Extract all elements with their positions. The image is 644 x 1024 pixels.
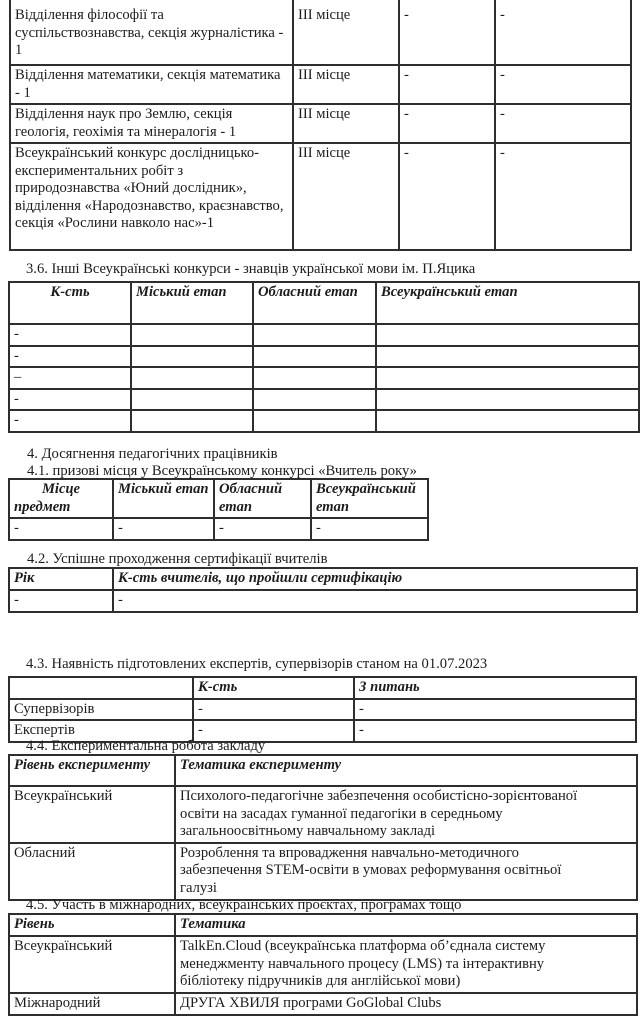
col-header: К-сть (9, 282, 131, 324)
topic-cell: Розроблення та впровадження навчально-методичного забезпечення STEM-освіти в умовах реформування освітньої галузі (175, 843, 637, 900)
level-cell: Міжнародний (9, 993, 175, 1015)
projects-table (8, 913, 638, 1016)
competition-cell: Відділення наук про Землю, секція геологія, геохімія та мінералогія - 1 (10, 104, 293, 143)
value-cell: - (311, 518, 428, 540)
competition-cell: Відділення філософії та суспільствознавства, секція журналістика - 1 (10, 0, 293, 65)
place-cell: ІІІ місце (293, 143, 399, 250)
col-header: Рівень експерименту (9, 755, 175, 786)
empty-cell (376, 346, 639, 368)
col-header: Обласний етап (253, 282, 376, 324)
count-cell: - (9, 346, 131, 368)
table-row (10, 143, 631, 250)
section-4-5-heading: 4.5. Участь в міжнародних, всеукраїнських проєктах, програмах тощо (26, 897, 462, 913)
empty-cell (131, 367, 253, 389)
student-results-table (9, 0, 632, 251)
section-3-6-heading: 3.6. Інші Всеукраїнські конкурси - знавців української мови ім. П.Яцика (26, 261, 476, 277)
row-label: Експертів (9, 720, 193, 742)
topic-cell: Психолого-педагогічне забезпечення особистісно-зорієнтованої освіти на засадах гуманної педагогіки в середньому загальноосвітньому навчальному закладі (175, 786, 637, 843)
value-cell: - (9, 518, 113, 540)
level-cell: Всеукраїнський (9, 936, 175, 993)
empty-cell (253, 346, 376, 368)
col-header (9, 479, 113, 518)
table-row (9, 699, 636, 721)
header-row (9, 479, 428, 518)
oblast-cell: - (399, 143, 495, 250)
table-row (9, 346, 639, 368)
national-cell: - (495, 143, 631, 250)
section-4-heading: 4. Досягнення педагогічних працівників (27, 446, 278, 462)
table-row (9, 590, 637, 612)
value-cell: - (214, 518, 311, 540)
header-row (9, 568, 637, 590)
col-header-line: Місце (41, 481, 81, 497)
col-header: К-сть (193, 677, 354, 699)
table-row (9, 324, 639, 346)
level-cell: Всеукраїнський (9, 786, 175, 843)
count-cell: - (9, 324, 131, 346)
empty-cell (376, 410, 639, 432)
table-row (9, 993, 637, 1015)
header-row (9, 282, 639, 324)
col-header: Всеукраїнський етап (376, 282, 639, 324)
empty-cell (253, 324, 376, 346)
value-cell: - (193, 720, 354, 742)
row-label: Супервізорів (9, 699, 193, 721)
col-header: Міський етап (113, 479, 214, 518)
teacher-of-year-table (8, 478, 429, 541)
header-row (9, 914, 637, 936)
count-cell: – (9, 367, 131, 389)
table-row (9, 786, 637, 843)
empty-cell (131, 346, 253, 368)
value-cell: - (113, 590, 637, 612)
table-row (9, 936, 637, 993)
topic-cell: TalkEn.Cloud (всеукраїнська платформа об’єднала систему менеджменту навчального процесу (LMS) та інтерактивну бібліотеку підручників для англійської мови) (175, 936, 637, 993)
col-header: Міський етап (131, 282, 253, 324)
empty-cell (9, 677, 193, 699)
place-cell: ІІІ місце (293, 104, 399, 143)
national-cell: - (495, 104, 631, 143)
value-cell: - (9, 590, 113, 612)
experiment-table (8, 754, 638, 901)
empty-cell (376, 389, 639, 411)
empty-cell (131, 324, 253, 346)
place-cell: ІІІ місце (293, 65, 399, 104)
empty-cell (376, 367, 639, 389)
col-header: Рік (9, 568, 113, 590)
oblast-cell: - (399, 0, 495, 65)
empty-cell (131, 389, 253, 411)
table-row (9, 843, 637, 900)
table-row (10, 104, 631, 143)
table-row (9, 367, 639, 389)
table-row (10, 0, 631, 65)
col-header: Тематика (175, 914, 637, 936)
col-header: Тематика експерименту (175, 755, 637, 786)
empty-cell (253, 389, 376, 411)
value-cell: - (354, 699, 636, 721)
oblast-cell: - (399, 65, 495, 104)
col-header: Рівень (9, 914, 175, 936)
col-header: Всеукраїнський етап (311, 479, 428, 518)
level-cell: Обласний (9, 843, 175, 900)
oblast-cell: - (399, 104, 495, 143)
section-4-3-heading: 4.3. Наявність підготовлених експертів, супервізорів станом на 01.07.2023 (26, 656, 488, 672)
count-cell: - (9, 410, 131, 432)
certification-table (8, 567, 638, 613)
empty-cell (376, 324, 639, 346)
count-cell: - (9, 389, 131, 411)
yatsyk-contest-table (8, 281, 640, 433)
topic-cell: ДРУГА ХВИЛЯ програми GoGlobal Clubs (175, 993, 637, 1015)
value-cell: - (193, 699, 354, 721)
empty-cell (131, 410, 253, 432)
col-header-line: предмет (14, 498, 71, 515)
competition-cell: Відділення математики, секція математика - 1 (10, 65, 293, 104)
national-cell: - (495, 0, 631, 65)
table-row (9, 389, 639, 411)
col-header: Обласний етап (214, 479, 311, 518)
empty-cell (253, 367, 376, 389)
competition-cell: Всеукраїнський конкурс дослідницько-експериментальних робіт з природознавства «Юний дослідник», відділення «Народознавство, краєзнавство, секція «Рослини навколо нас»-1 (10, 143, 293, 250)
place-cell: ІІІ місце (293, 0, 399, 65)
experts-table (8, 676, 637, 743)
col-header: З питань (354, 677, 636, 699)
value-cell: - (113, 518, 214, 540)
empty-cell (253, 410, 376, 432)
value-cell: - (354, 720, 636, 742)
header-row (9, 677, 636, 699)
col-header: К-сть вчителів, що пройшли сертифікацію (113, 568, 637, 590)
section-4-1-heading: 4.1. призові місця у Всеукраїнському конкурсі «Вчитель року» (27, 463, 417, 479)
table-row (9, 410, 639, 432)
national-cell: - (495, 65, 631, 104)
table-row (10, 65, 631, 104)
table-row (9, 518, 428, 540)
section-4-2-heading: 4.2. Успішне проходження сертифікації вчителів (27, 551, 328, 567)
header-row (9, 755, 637, 786)
section-4-4-heading: 4.4. Експериментальна робота закладу (26, 738, 266, 754)
